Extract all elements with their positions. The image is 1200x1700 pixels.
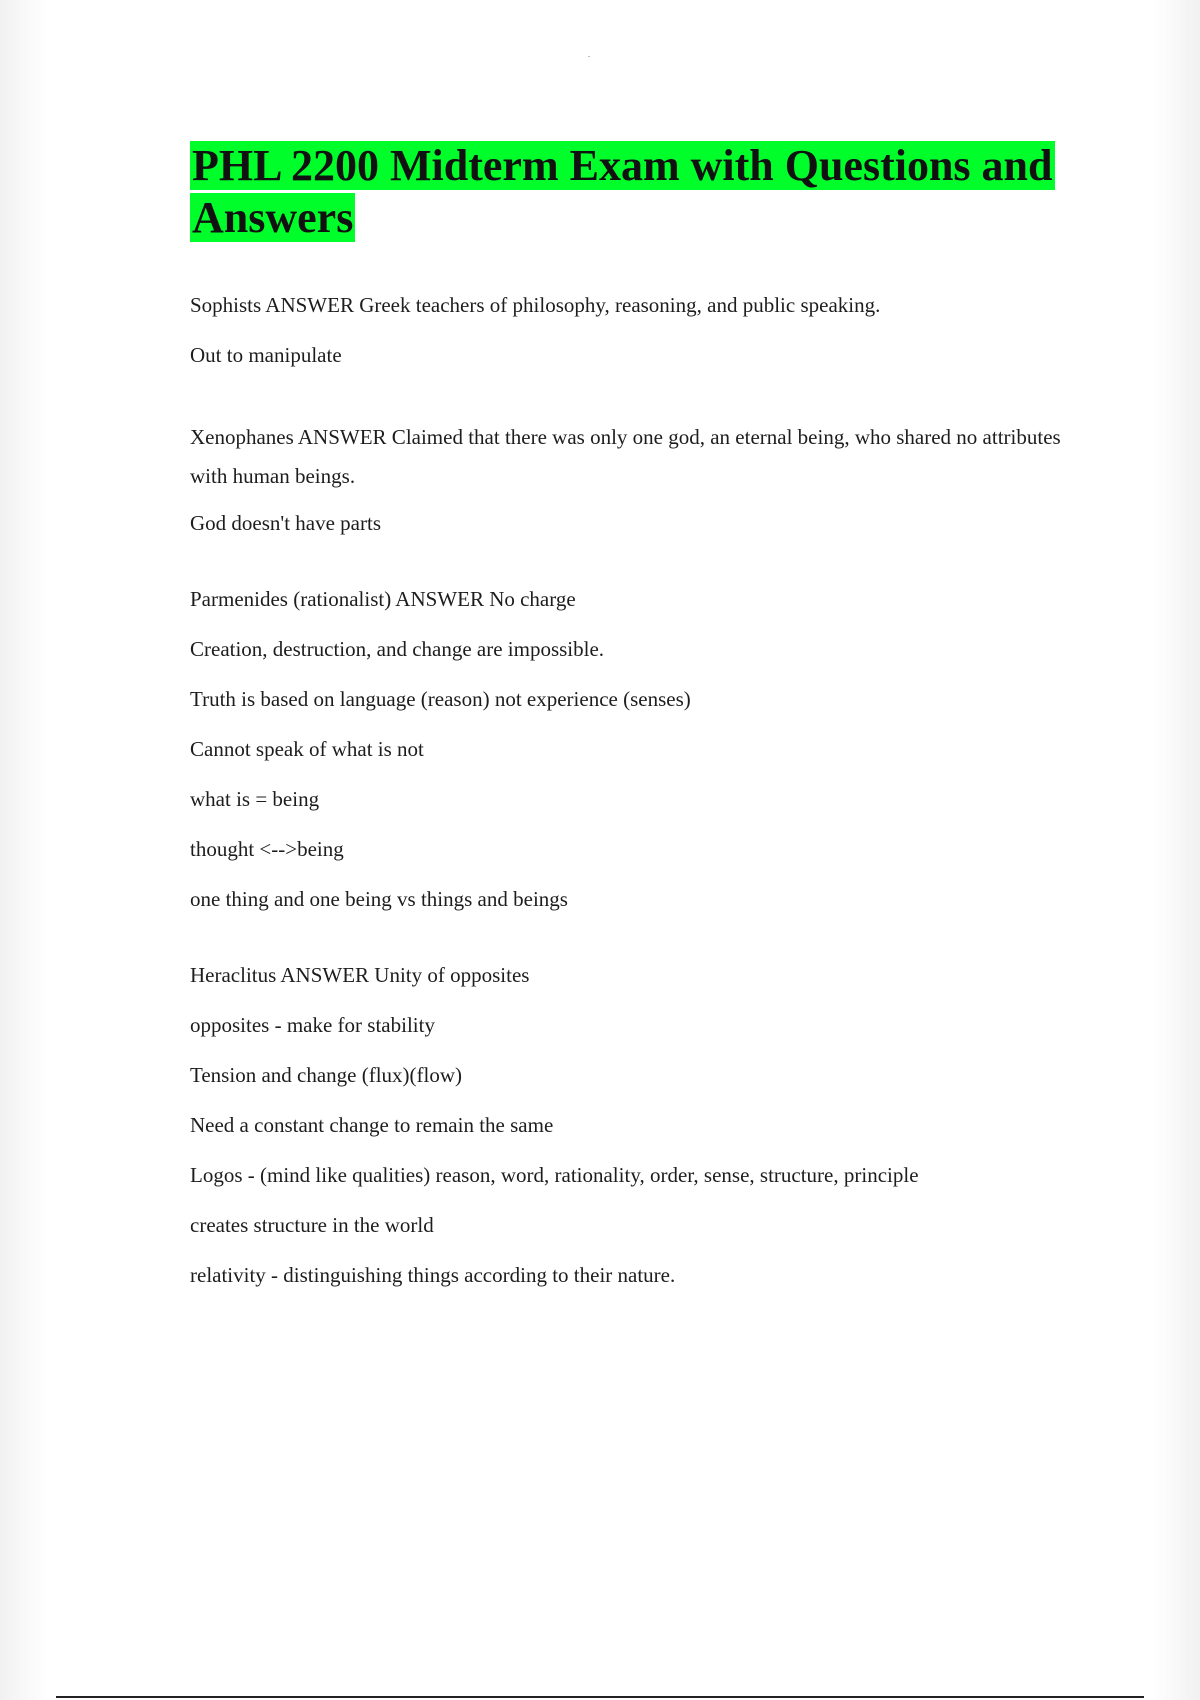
entry-line: Creation, destruction, and change are impossible. <box>190 637 605 661</box>
entry-line: Logos - (mind like qualities) reason, word, rationality, order, sense, structure, principle <box>190 1163 919 1187</box>
entry-line: Sophists ANSWER Greek teachers of philosophy, reasoning, and public speaking. <box>190 293 881 317</box>
scan-speck <box>588 56 590 57</box>
page-edge-left <box>0 0 48 1700</box>
page-bottom-rule <box>56 1696 1144 1698</box>
entry-line: opposites - make for stability <box>190 1013 435 1037</box>
entry-line: Xenophanes ANSWER Claimed that there was only one god, an eternal being, who shared no attributes with human beings. <box>190 425 1061 488</box>
entry-line: Tension and change (flux)(flow) <box>190 1063 463 1087</box>
entry-line: Cannot speak of what is not <box>190 737 424 761</box>
qa-entries <box>190 292 1070 1288</box>
document-content <box>190 140 1070 1338</box>
page-edge-right <box>1152 0 1200 1700</box>
qa-entry-heraclitus <box>190 962 1070 1288</box>
qa-entry-sophists <box>190 292 1070 368</box>
entry-line: Truth is based on language (reason) not experience (senses) <box>190 687 691 711</box>
entry-line: what is = being <box>190 787 320 811</box>
entry-line: creates structure in the world <box>190 1213 434 1237</box>
entry-line: thought <-->being <box>190 837 344 861</box>
entry-line: Out to manipulate <box>190 343 342 367</box>
qa-entry-parmenides <box>190 586 1070 912</box>
entry-line: Need a constant change to remain the same <box>190 1113 554 1137</box>
entry-line: Parmenides (rationalist) ANSWER No charge <box>190 587 576 611</box>
document-title-highlight: PHL 2200 Midterm Exam with Questions and Answers <box>192 141 1053 242</box>
qa-entry-xenophanes <box>190 418 1070 536</box>
entry-line: relativity - distinguishing things according to their nature. <box>190 1263 676 1287</box>
entry-line: one thing and one being vs things and beings <box>190 887 568 911</box>
entry-line: Heraclitus ANSWER Unity of opposites <box>190 963 530 987</box>
document-title <box>190 140 1070 244</box>
entry-line: God doesn't have parts <box>190 511 381 535</box>
